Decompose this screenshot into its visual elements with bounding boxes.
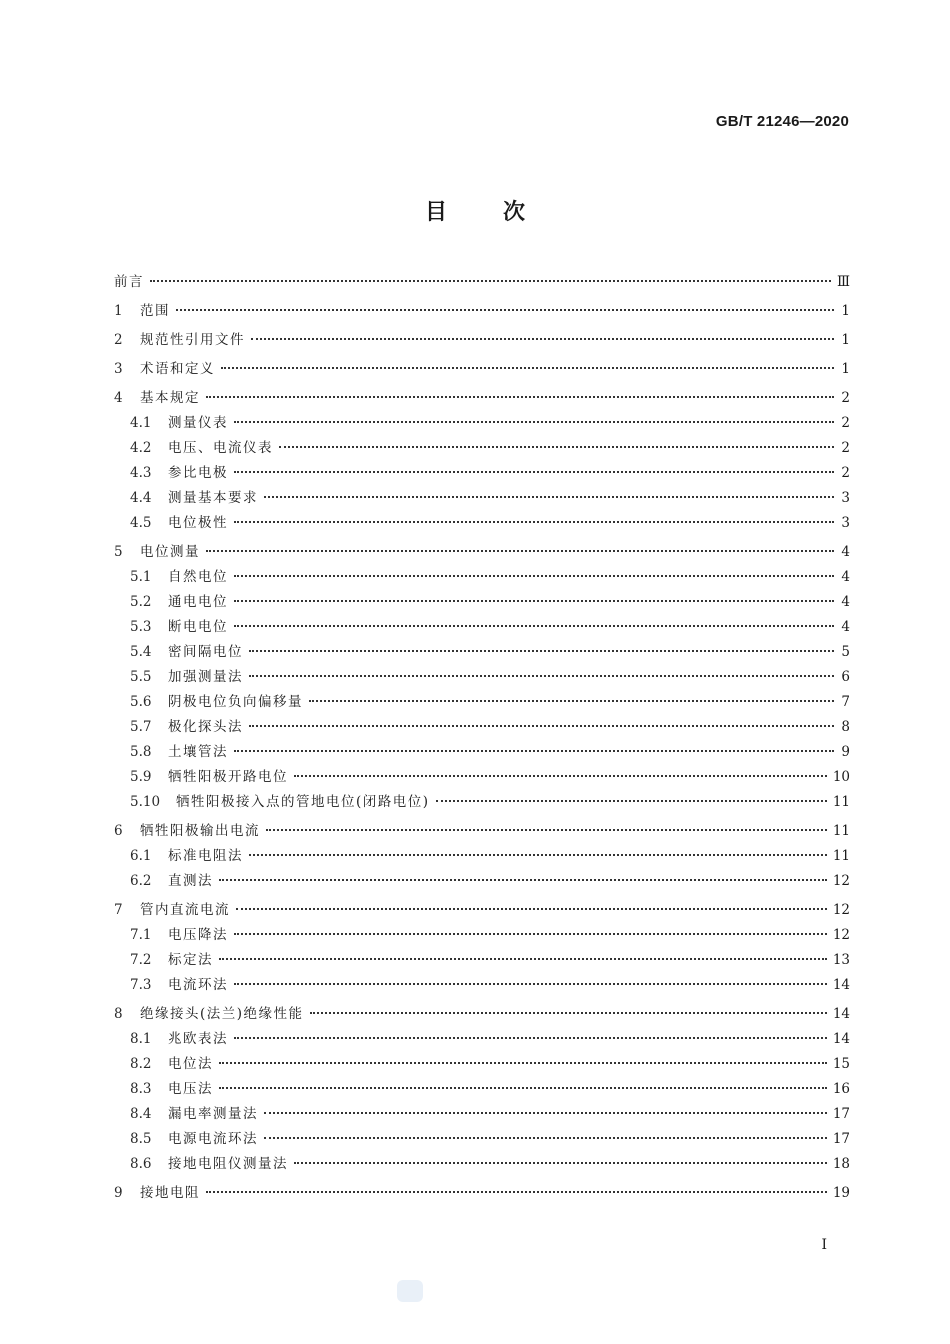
toc-leader-dots <box>249 725 834 727</box>
toc-entry-number: 4.2 <box>130 440 152 456</box>
toc-entry-number: 5.7 <box>130 719 152 735</box>
toc-entry[interactable] <box>114 299 850 324</box>
toc-entry[interactable] <box>114 565 850 590</box>
toc-entry-label: 管内直流电流 <box>140 902 230 918</box>
toc-leader-dots <box>234 625 834 627</box>
toc-leader-dots <box>234 1037 827 1039</box>
toc-leader-dots <box>236 908 827 910</box>
toc-entry-number: 8.5 <box>130 1131 152 1147</box>
toc-entry-label: 接地电阻 <box>140 1185 200 1201</box>
toc-entry[interactable] <box>114 1102 850 1127</box>
toc-entry-page: 18 <box>832 1156 850 1172</box>
toc-entry-number: 5.6 <box>130 694 152 710</box>
toc-entry-label: 参比电极 <box>168 465 228 481</box>
toc-entry-page: 5 <box>841 644 850 660</box>
toc-entry[interactable] <box>114 328 850 353</box>
toc-entry-number: 4.5 <box>130 515 152 531</box>
toc-entry-number: 5.10 <box>130 794 161 810</box>
toc-entry-number: 5.5 <box>130 669 152 685</box>
toc-entry-page: 3 <box>841 515 850 531</box>
toc-entry[interactable] <box>114 486 850 511</box>
toc-entry-label: 阴极电位负向偏移量 <box>168 694 303 710</box>
toc-entry-label: 牺牲阳极输出电流 <box>140 823 260 839</box>
toc-leader-dots <box>249 675 834 677</box>
toc-entry-page: Ⅲ <box>836 274 850 290</box>
toc-entry[interactable] <box>114 461 850 486</box>
toc-leader-dots <box>219 1062 827 1064</box>
toc-leader-dots <box>234 983 827 985</box>
toc-entry-number: 9 <box>114 1185 123 1201</box>
toc-entry-number: 7.3 <box>130 977 152 993</box>
toc-leader-dots <box>266 829 827 831</box>
toc-entry-page: 17 <box>832 1106 850 1122</box>
toc-entry-page: 12 <box>832 927 850 943</box>
toc-entry[interactable] <box>114 819 850 844</box>
toc-entry-number: 1 <box>114 303 123 319</box>
toc-entry[interactable] <box>114 1002 850 1027</box>
toc-entry-page: 4 <box>841 619 850 635</box>
toc-entry[interactable] <box>114 1181 850 1206</box>
toc-entry[interactable] <box>114 511 850 536</box>
toc-leader-dots <box>234 933 827 935</box>
toc-entry-page: 13 <box>832 952 850 968</box>
toc-leader-dots <box>264 1137 827 1139</box>
toc-entry-page: 11 <box>832 823 850 839</box>
toc-entry-page: 3 <box>841 490 850 506</box>
toc-entry[interactable] <box>114 690 850 715</box>
toc-entry[interactable] <box>114 898 850 923</box>
toc-entry-label: 密间隔电位 <box>168 644 243 660</box>
toc-entry-number: 6.2 <box>130 873 152 889</box>
toc-entry-page: 9 <box>841 744 850 760</box>
toc-entry-page: 6 <box>841 669 850 685</box>
toc-entry[interactable] <box>114 869 850 894</box>
toc-entry-label: 范围 <box>140 303 170 319</box>
toc-entry-number: 4.1 <box>130 415 152 431</box>
toc-entry-label: 牺牲阳极接入点的管地电位(闭路电位) <box>176 794 430 810</box>
page-title: 目次 <box>424 200 581 225</box>
toc-entry-number: 3 <box>114 361 123 377</box>
toc-entry-label: 测量基本要求 <box>168 490 258 506</box>
toc-entry[interactable] <box>114 640 850 665</box>
toc-entry[interactable] <box>114 715 850 740</box>
toc-entry[interactable] <box>114 790 850 815</box>
toc-entry-label: 自然电位 <box>168 569 228 585</box>
toc-leader-dots <box>219 958 827 960</box>
toc-entry-label: 电源电流环法 <box>168 1131 258 1147</box>
toc-leader-dots <box>234 575 834 577</box>
toc-entry-page: 4 <box>841 569 850 585</box>
toc-entry-label: 漏电率测量法 <box>168 1106 258 1122</box>
toc-entry-number: 5.1 <box>130 569 152 585</box>
toc-entry[interactable] <box>114 1077 850 1102</box>
toc-entry-number: 4.3 <box>130 465 152 481</box>
toc-entry-label: 标定法 <box>168 952 213 968</box>
toc-leader-dots <box>150 280 831 282</box>
toc-entry-page: 11 <box>832 794 850 810</box>
toc-leader-dots <box>234 471 834 473</box>
toc-entry[interactable] <box>114 1152 850 1177</box>
page-number: I <box>821 1237 827 1253</box>
toc-entry[interactable] <box>114 615 850 640</box>
toc-leader-dots <box>309 700 834 702</box>
toc-entry-label: 兆欧表法 <box>168 1031 228 1047</box>
toc-entry[interactable] <box>114 948 850 973</box>
toc-entry-label: 断电电位 <box>168 619 228 635</box>
toc-entry[interactable] <box>114 1127 850 1152</box>
toc-entry-label: 牺牲阳极开路电位 <box>168 769 288 785</box>
toc-entry[interactable] <box>114 923 850 948</box>
toc-entry-page: 12 <box>832 902 850 918</box>
toc-entry-page: 14 <box>832 977 850 993</box>
toc-entry[interactable] <box>114 844 850 869</box>
toc-entry-number: 5.3 <box>130 619 152 635</box>
toc-entry[interactable] <box>114 590 850 615</box>
toc-entry-page: 2 <box>841 415 850 431</box>
toc-entry[interactable] <box>114 436 850 461</box>
toc-leader-dots <box>249 650 834 652</box>
toc-leader-dots <box>294 1162 827 1164</box>
toc-entry-number: 2 <box>114 332 123 348</box>
toc-entry-label: 规范性引用文件 <box>140 332 245 348</box>
toc-leader-dots <box>436 800 827 802</box>
toc-entry[interactable] <box>114 411 850 436</box>
toc-entry-number: 4.4 <box>130 490 152 506</box>
toc-entry-number: 8.3 <box>130 1081 152 1097</box>
toc-entry[interactable] <box>114 665 850 690</box>
toc-entry-page: 7 <box>841 694 850 710</box>
toc-entry-label: 电流环法 <box>168 977 228 993</box>
toc-entry-number: 5.4 <box>130 644 152 660</box>
toc-leader-dots <box>264 496 834 498</box>
toc-entry-number: 8.6 <box>130 1156 152 1172</box>
toc-entry-label: 测量仪表 <box>168 415 228 431</box>
watermark-logo-icon <box>397 1280 423 1302</box>
toc-entry-number: 8.2 <box>130 1056 152 1072</box>
toc-entry-number: 7.1 <box>130 927 152 943</box>
toc-entry-page: 4 <box>841 544 850 560</box>
toc-entry[interactable] <box>114 765 850 790</box>
toc-entry-label: 加强测量法 <box>168 669 243 685</box>
toc-entry-page: 14 <box>832 1031 850 1047</box>
toc-leader-dots <box>279 446 834 448</box>
toc-entry[interactable] <box>114 973 850 998</box>
toc-entry[interactable] <box>114 386 850 411</box>
toc-leader-dots <box>310 1012 827 1014</box>
toc-entry-page: 11 <box>832 848 850 864</box>
toc-leader-dots <box>234 521 834 523</box>
toc-entry-number: 8.1 <box>130 1031 152 1047</box>
toc-entry-page: 19 <box>832 1185 850 1201</box>
toc-entry-number: 8 <box>114 1006 123 1022</box>
toc-entry[interactable] <box>114 1027 850 1052</box>
toc-entry-page: 1 <box>841 361 850 377</box>
toc-entry-page: 1 <box>841 303 850 319</box>
toc-leader-dots <box>219 879 827 881</box>
toc-leader-dots <box>249 854 827 856</box>
toc-entry-label: 极化探头法 <box>168 719 243 735</box>
toc-entry-label: 土壤管法 <box>168 744 228 760</box>
toc-entry-label: 前言 <box>114 274 144 290</box>
standard-code: GB/T 21246—2020 <box>715 113 849 130</box>
toc-entry-label: 电压降法 <box>168 927 228 943</box>
toc-entry-label: 电位法 <box>168 1056 213 1072</box>
toc-entry[interactable] <box>114 357 850 382</box>
toc-entry-page: 12 <box>832 873 850 889</box>
toc-entry-number: 8.4 <box>130 1106 152 1122</box>
toc-entry-page: 15 <box>832 1056 850 1072</box>
toc-entry-page: 14 <box>832 1006 850 1022</box>
toc-entry-label: 电压法 <box>168 1081 213 1097</box>
toc-leader-dots <box>219 1087 827 1089</box>
toc-leader-dots <box>234 600 834 602</box>
toc-entry-label: 电压、电流仪表 <box>168 440 273 456</box>
toc-entry-number: 7 <box>114 902 123 918</box>
toc-leader-dots <box>294 775 827 777</box>
toc-entry-label: 电位极性 <box>168 515 228 531</box>
toc-entry-page: 4 <box>841 594 850 610</box>
toc-entry-page: 2 <box>841 390 850 406</box>
toc-entry-page: 16 <box>832 1081 850 1097</box>
toc-leader-dots <box>206 550 834 552</box>
toc-entry-number: 6.1 <box>130 848 152 864</box>
toc-entry-label: 术语和定义 <box>140 361 215 377</box>
toc-entry-label: 绝缘接头(法兰)绝缘性能 <box>140 1006 304 1022</box>
toc-entry-label: 接地电阻仪测量法 <box>168 1156 288 1172</box>
toc-leader-dots <box>234 421 834 423</box>
toc-leader-dots <box>234 750 834 752</box>
toc-entry[interactable] <box>114 540 850 565</box>
toc-entry-page: 10 <box>832 769 850 785</box>
toc-entry[interactable] <box>114 740 850 765</box>
toc-leader-dots <box>264 1112 827 1114</box>
toc-entry-label: 电位测量 <box>140 544 200 560</box>
toc-leader-dots <box>176 309 834 311</box>
toc-entry-page: 8 <box>841 719 850 735</box>
toc-entry-number: 4 <box>114 390 123 406</box>
toc-entry-page: 2 <box>841 440 850 456</box>
table-of-contents <box>114 270 850 1206</box>
toc-entry-number: 5.8 <box>130 744 152 760</box>
toc-leader-dots <box>221 367 834 369</box>
toc-entry-label: 直测法 <box>168 873 213 889</box>
toc-entry[interactable] <box>114 1052 850 1077</box>
toc-entry-number: 7.2 <box>130 952 152 968</box>
toc-entry-number: 6 <box>114 823 123 839</box>
toc-entry-number: 5 <box>114 544 123 560</box>
toc-entry-label: 基本规定 <box>140 390 200 406</box>
toc-entry-number: 5.9 <box>130 769 152 785</box>
toc-entry-page: 17 <box>832 1131 850 1147</box>
toc-leader-dots <box>206 396 834 398</box>
toc-entry-label: 通电电位 <box>168 594 228 610</box>
toc-entry-label: 标准电阻法 <box>168 848 243 864</box>
toc-entry-page: 1 <box>841 332 850 348</box>
toc-entry[interactable] <box>114 270 850 295</box>
toc-leader-dots <box>251 338 834 340</box>
toc-entry-number: 5.2 <box>130 594 152 610</box>
toc-leader-dots <box>206 1191 827 1193</box>
toc-entry-page: 2 <box>841 465 850 481</box>
